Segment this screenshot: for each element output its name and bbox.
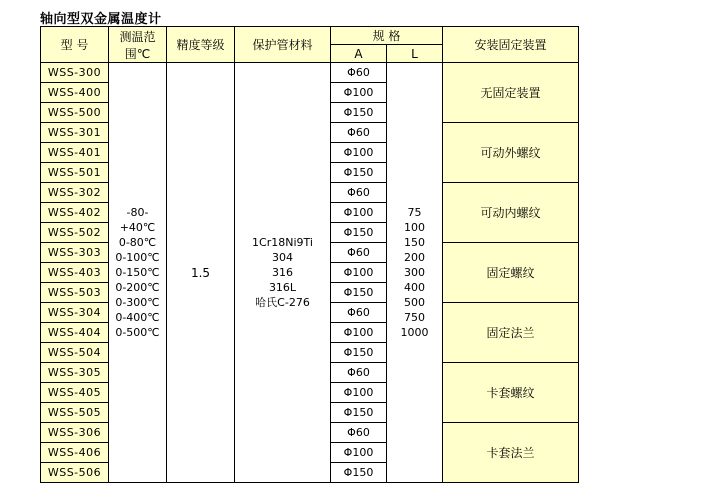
spec-table: [40, 26, 579, 483]
cell-mount: 固定螺纹: [443, 243, 579, 303]
cell-diameter: Φ60: [331, 63, 387, 83]
cell-diameter: Φ100: [331, 143, 387, 163]
cell-diameter: Φ60: [331, 303, 387, 323]
cell-model: WSS-502: [41, 223, 109, 243]
th-range: 测温范围℃: [109, 27, 167, 63]
cell-model: WSS-403: [41, 263, 109, 283]
th-model: 型 号: [41, 27, 109, 63]
cell-diameter: Φ100: [331, 383, 387, 403]
page-title: 轴向型双金属温度计: [40, 12, 162, 27]
th-mount: 安装固定装置: [443, 27, 579, 63]
cell-model: WSS-303: [41, 243, 109, 263]
cell-model: WSS-503: [41, 283, 109, 303]
cell-diameter: Φ100: [331, 203, 387, 223]
cell-diameter: Φ100: [331, 263, 387, 283]
cell-model: WSS-302: [41, 183, 109, 203]
cell-model: WSS-402: [41, 203, 109, 223]
cell-mount: 可动内螺纹: [443, 183, 579, 243]
cell-diameter: Φ60: [331, 423, 387, 443]
cell-mount: 固定法兰: [443, 303, 579, 363]
cell-diameter: Φ150: [331, 283, 387, 303]
cell-diameter: Φ150: [331, 403, 387, 423]
cell-diameter: Φ60: [331, 243, 387, 263]
cell-range: -80-+40℃ 0-80℃ 0-100℃ 0-150℃ 0-200℃ 0-300℃ 0-400℃ 0-500℃: [109, 63, 167, 483]
cell-diameter: Φ60: [331, 363, 387, 383]
cell-model: WSS-304: [41, 303, 109, 323]
cell-mount: 卡套法兰: [443, 423, 579, 483]
cell-diameter: Φ150: [331, 103, 387, 123]
cell-diameter: Φ60: [331, 183, 387, 203]
cell-model: WSS-404: [41, 323, 109, 343]
cell-model: WSS-504: [41, 343, 109, 363]
cell-diameter: Φ60: [331, 123, 387, 143]
cell-model: WSS-301: [41, 123, 109, 143]
cell-model: WSS-501: [41, 163, 109, 183]
cell-diameter: Φ100: [331, 323, 387, 343]
cell-accuracy: 1.5: [167, 63, 235, 483]
th-material: 保护管材料: [235, 27, 331, 63]
cell-model: WSS-505: [41, 403, 109, 423]
cell-mount: 无固定装置: [443, 63, 579, 123]
cell-length: 75 100 150 200 300 400 500 750 1000: [387, 63, 443, 483]
cell-model: WSS-305: [41, 363, 109, 383]
cell-model: WSS-400: [41, 83, 109, 103]
cell-model: WSS-405: [41, 383, 109, 403]
cell-model: WSS-506: [41, 463, 109, 483]
cell-model: WSS-500: [41, 103, 109, 123]
cell-diameter: Φ150: [331, 223, 387, 243]
th-spec: 规 格: [331, 27, 443, 45]
th-spec-a: A: [331, 45, 387, 63]
cell-diameter: Φ150: [331, 163, 387, 183]
cell-mount: 卡套螺纹: [443, 363, 579, 423]
cell-diameter: Φ150: [331, 343, 387, 363]
th-accuracy: 精度等级: [167, 27, 235, 63]
cell-model: WSS-300: [41, 63, 109, 83]
cell-model: WSS-306: [41, 423, 109, 443]
cell-mount: 可动外螺纹: [443, 123, 579, 183]
cell-diameter: Φ100: [331, 83, 387, 103]
cell-model: WSS-401: [41, 143, 109, 163]
table-row: [41, 63, 579, 83]
cell-diameter: Φ150: [331, 463, 387, 483]
cell-diameter: Φ100: [331, 443, 387, 463]
cell-model: WSS-406: [41, 443, 109, 463]
th-spec-l: L: [387, 45, 443, 63]
cell-material: 1Cr18Ni9Ti 304 316 316L 哈氏C-276: [235, 63, 331, 483]
table-header-row-1: [41, 27, 579, 45]
